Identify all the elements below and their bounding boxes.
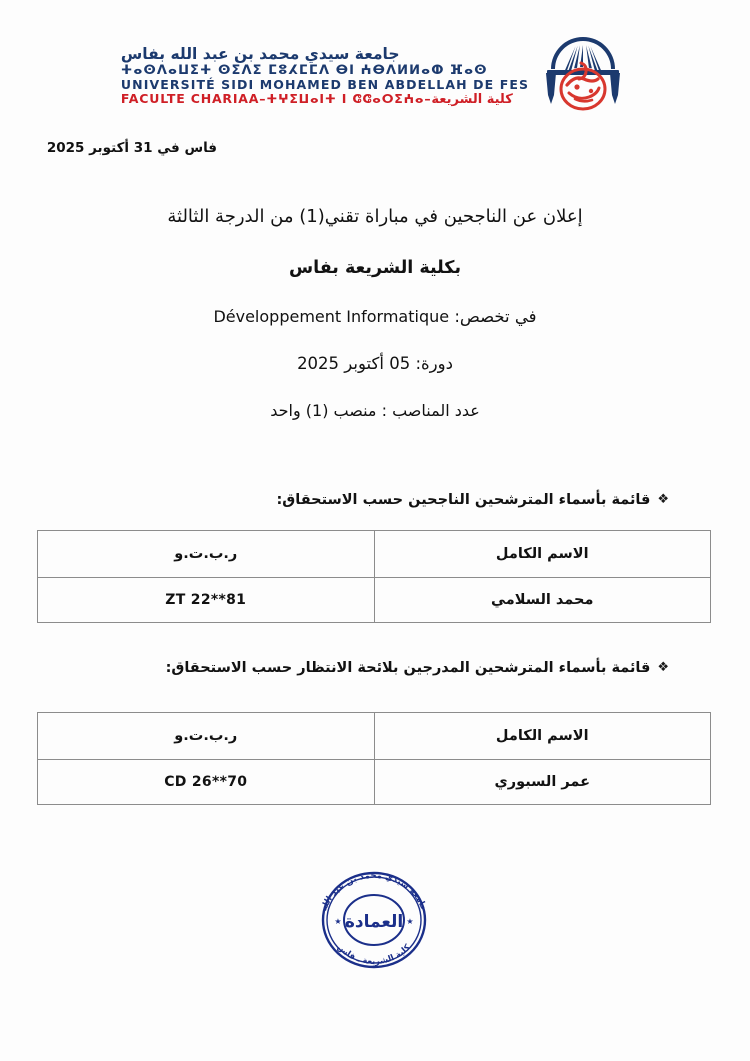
stamp-star-right-icon: ★ xyxy=(406,917,414,926)
section-heading-1-text: قائمة بأسماء المترشحين الناجحين حسب الاستحقاق: xyxy=(276,492,651,508)
session-date-line: دورة: 05 أكتوبر 2025 xyxy=(297,354,453,373)
stamp-outer-bottom-text: كلية الشريعة ـ فاس xyxy=(335,942,413,968)
stamp-outer-top-text: جامعة سيدي محمد بن عبد الله xyxy=(319,870,429,913)
title-block xyxy=(0,206,750,420)
document-date: فاس في 31 أكتوبر 2025 xyxy=(46,140,217,156)
announcement-title-line-2: بكلية الشريعة بفاس xyxy=(288,258,462,278)
faculty-separator-2: – xyxy=(424,91,432,107)
stamp-star-left-icon: ★ xyxy=(334,917,342,926)
letterhead-french-university: UNIVERSITÉ SIDI MOHAMED BEN ABDELLAH DE FES xyxy=(120,77,530,93)
letterhead-text-block xyxy=(121,46,529,107)
candidate-id-number: CD 26**70 xyxy=(38,760,375,805)
usmba-university-emblem xyxy=(537,37,629,117)
header-full-name: الاسم الكامل xyxy=(374,531,711,578)
candidate-id-number: ZT 22**81 xyxy=(38,578,375,623)
table-row xyxy=(38,578,711,623)
diamond-bullet-icon: ❖ xyxy=(657,492,669,507)
positions-count-line: عدد المناصب : منصب (1) واحد xyxy=(270,401,480,420)
letterhead-faculty-line xyxy=(121,92,513,108)
deanship-official-stamp xyxy=(300,862,448,977)
successful-candidates-table xyxy=(37,530,711,623)
faculty-french-label: FACULTE CHARIAA xyxy=(120,91,260,107)
faculty-tifinagh-label: ⵜⵖⵉⵡⴰⵏⵜ ⵏ ⵛⵛⴰⵔⵉⵄⴰ xyxy=(266,91,425,107)
section-heading-successful xyxy=(276,492,669,508)
section-heading-waiting-list xyxy=(166,660,669,676)
header-full-name: الاسم الكامل xyxy=(374,713,711,760)
header-id-number: ر.ب.ت.و xyxy=(38,713,375,760)
letterhead xyxy=(0,34,750,120)
stamp-center-text: العمادة xyxy=(344,912,404,932)
table-header-row xyxy=(38,531,711,578)
letterhead-arabic-university: جامعة سيدي محمد بن عبد الله بفاس xyxy=(120,45,400,64)
candidate-full-name: عمر السبوري xyxy=(374,760,711,805)
specialty-line xyxy=(0,307,750,326)
candidate-full-name: محمد السلامي xyxy=(374,578,711,623)
specialty-value: Développement Informatique xyxy=(213,307,450,326)
letterhead-tifinagh-university: ⵜⴰⵙⴷⴰⵡⵉⵜ ⵙⵉⴷⵉ ⵎⵓⵃⵎⵎⴷ ⴱⵏ ⵄⴱⴷⵍⵍⴰⵀ ⴼⴰⵙ xyxy=(120,62,488,78)
waiting-list-candidates-table xyxy=(37,712,711,805)
specialty-label: في تخصص: xyxy=(454,307,537,326)
diamond-bullet-icon: ❖ xyxy=(657,660,669,675)
table-row xyxy=(38,760,711,805)
faculty-separator-1: – xyxy=(259,91,267,107)
section-heading-2-text: قائمة بأسماء المترشحين المدرجين بلائحة الانتظار حسب الاستحقاق: xyxy=(165,660,651,676)
table-header-row xyxy=(38,713,711,760)
header-id-number: ر.ب.ت.و xyxy=(38,531,375,578)
faculty-arabic-label: كلية الشريعة xyxy=(431,92,513,108)
announcement-title-line-1: إعلان عن الناجحين في مباراة تقني(1) من الدرجة الثالثة xyxy=(167,206,583,227)
